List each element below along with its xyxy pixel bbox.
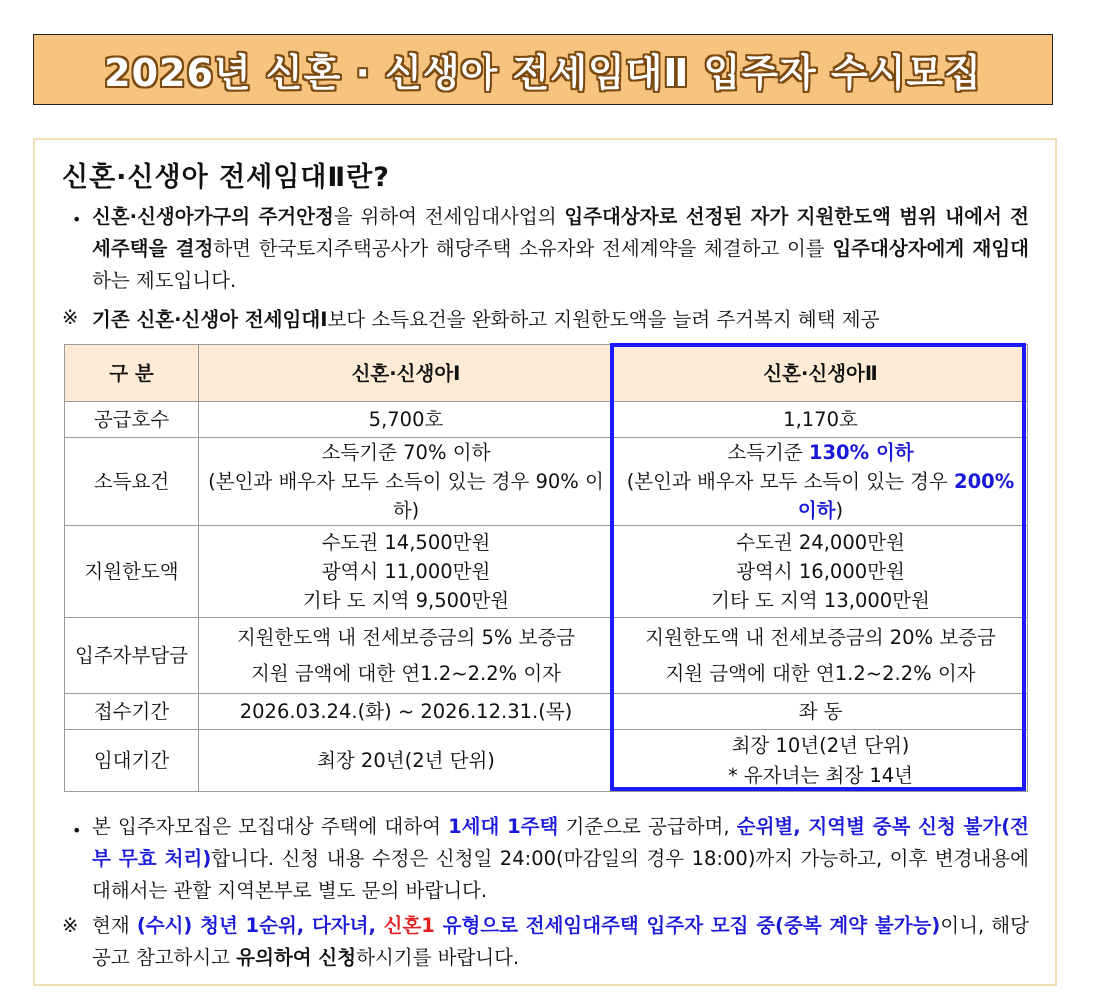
bottom-text-3: 합니다. 신청 내용 수정은 신청일 24:00(마감일의 경우 18:00)까지 가능하고, 이후 변경내용에 대해서는 관할 지역본부로 별도 문의 바랍니다. [92,847,1029,902]
section-heading: 신혼·신생아 전세임대Ⅱ란? [62,162,390,193]
intro-paragraph [92,201,1029,297]
note2-text-1: 현재 [92,914,137,937]
cell-supply-1: 5,700호 [199,402,614,438]
cell-period-2: 좌 동 [614,694,1028,730]
title-banner [33,34,1053,105]
note-mark: ※ [62,914,79,937]
comparison-table [64,344,1028,792]
note-mark: ※ [62,306,79,329]
lease-2-line2: * 유자녀는 최장 14년 [727,763,914,787]
bullet-mark: • [72,210,82,229]
table-row [65,526,1028,618]
cell-burden-2 [614,618,1028,694]
bottom-paragraph [92,811,1029,907]
table-row [65,438,1028,526]
note2-text-3: 하시기를 바랍니다. [356,946,520,969]
row-label-limit: 지원한도액 [65,526,199,618]
note-compare-text: 보다 소득요건을 완화하고 지원한도액을 늘려 주거복지 혜택 제공 [327,308,880,331]
row-label-period: 접수기간 [65,694,199,730]
limit-2-line: 수도권 24,000만원 [736,531,905,554]
limit-2-line: 기타 도 지역 13,000만원 [711,589,930,612]
row-label-income: 소득요건 [65,438,199,526]
limit-1-line: 수도권 14,500만원 [321,531,491,554]
income-2-highlight: 130% 이하 [808,441,914,464]
note-compare-bold: 기존 신혼·신생아 전세임대Ⅰ [92,308,328,331]
note2-bold: 유의하여 신청 [236,946,357,969]
table-row [65,618,1028,694]
bottom-text-1: 본 입주자모집은 모집대상 주택에 대하여 [92,815,449,838]
header-type-1: 신혼·신생아Ⅰ [199,345,614,402]
intro-text-1: 을 위하여 전세임대사업의 [333,205,565,228]
cell-limit-2 [614,526,1028,618]
cell-income-1 [199,438,614,526]
income-2-paren: (본인과 배우자 모두 소득이 있는 경우 [626,470,955,493]
cell-supply-2: 1,170호 [614,402,1028,438]
note2-highlight-2: 유형으로 전세임대주택 입주자 모집 중(중복 계약 불가능) [434,914,941,937]
income-2-close: ) [835,499,844,522]
burden-1-line: 지원 금액에 대한 연1.2~2.2% 이자 [250,661,562,685]
income-2-highlight-2: 200% 이하 [797,470,1015,522]
cell-income-2-line2 [618,467,1023,525]
table-header-row [65,345,1028,402]
bottom-text-2: 기준으로 공급하며, [558,815,737,838]
cell-income-1-line2: (본인과 배우자 모두 소득이 있는 경우 90% 이하) [208,470,604,522]
header-type-2: 신혼·신생아Ⅱ [614,345,1028,402]
intro-bold-1: 신혼·신생아가구의 주거안정 [92,205,334,228]
note2-highlight-red: 신혼1 [383,914,435,937]
cell-burden-1 [199,618,614,694]
cell-lease-2 [614,730,1028,792]
note2-text-2: 이니, 해당 공고 참고하시고 [92,914,1029,969]
limit-2-line: 광역시 16,000만원 [736,560,905,583]
limit-1-line: 기타 도 지역 9,500만원 [302,589,510,612]
row-label-lease: 임대기간 [65,730,199,792]
cell-period-1: 2026.03.24.(화) ~ 2026.12.31.(목) [199,694,614,730]
bottom-highlight-2: 순위별, 지역별 중복 신청 불가(전부 무효 처리) [92,815,1029,870]
intro-text-3: 하는 제도입니다. [92,269,237,292]
table-row [65,694,1028,730]
intro-text-2: 하면 한국토지주택공사가 해당주택 소유자와 전세계약을 체결하고 이를 [213,237,833,260]
burden-1-line: 지원한도액 내 전세보증금의 5% 보증금 [236,625,576,649]
limit-1-line: 광역시 11,000만원 [321,560,491,583]
cell-income-1-line1: 소득기준 70% 이하 [321,441,491,464]
lease-2-line1: 최장 10년(2년 단위) [731,733,910,757]
table-row [65,402,1028,438]
note-current-recruitment [92,910,1029,974]
cell-income-2 [614,438,1028,526]
note2-highlight-1: (수시) 청년 1순위, 다자녀, [136,914,384,937]
burden-2-line: 지원한도액 내 전세보증금의 20% 보증금 [645,625,996,649]
intro-bold-3: 입주대상자에게 재임대 [832,237,1030,260]
page-title: 2026년 신혼 · 신생아 전세임대Ⅱ 입주자 수시모집 [104,51,982,95]
intro-bold-2: 입주대상자로 선정된 자가 지원한도액 범위 내에서 전세주택을 결정 [92,205,1029,260]
burden-2-line: 지원 금액에 대한 연1.2~2.2% 이자 [665,661,976,685]
row-label-burden: 입주자부담금 [65,618,199,694]
bottom-highlight-1: 1세대 1주택 [448,815,559,838]
cell-income-2-line1 [618,438,1023,467]
table-row [65,730,1028,792]
row-label-supply: 공급호수 [65,402,199,438]
cell-limit-1 [199,526,614,618]
note-compare [92,304,1032,336]
cell-lease-1: 최장 20년(2년 단위) [199,730,614,792]
bullet-mark: • [72,821,82,840]
income-2-text: 소득기준 [727,441,809,464]
header-category: 구 분 [65,345,199,402]
